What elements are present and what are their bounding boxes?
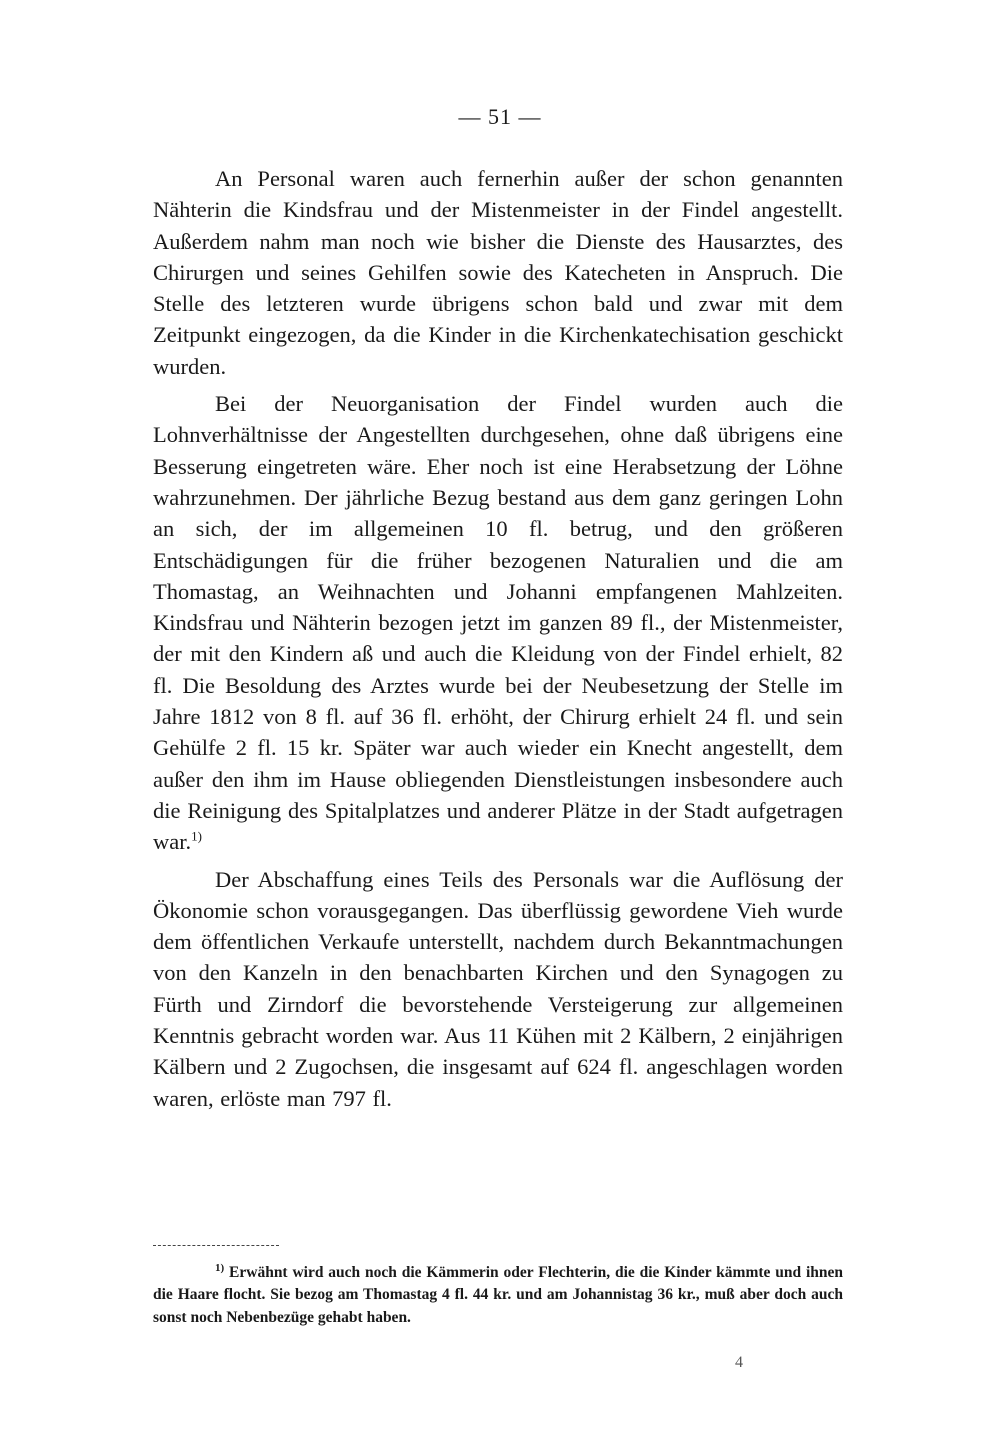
paragraph-personal: An Personal waren auch fernerhin außer der schon genannten Nähterin die Kindsfrau und der Mistenmeister in der Findel angestellt. Außerdem nahm man noch wie bisher die Dienste des Hausarztes, des Chirurgen und seines Gehilfen sowie des Katecheten in Anspruch. Die Stelle des letzteren wurde übrigens schon bald und zwar mit dem Zeitpunkt eingezogen, da die Kinder in die Kirchenkatechisation geschickt wurden. xyxy=(153,166,843,379)
body-text xyxy=(153,163,843,1114)
page-number: — 51 — xyxy=(458,104,542,129)
footnote-mark: 1) xyxy=(215,1261,225,1274)
footnote-reference[interactable]: 1) xyxy=(191,828,202,844)
footnote-divider xyxy=(153,1245,279,1246)
paragraph-wages xyxy=(153,388,843,857)
footnote-text: Erwähnt wird auch noch die Kämmerin oder Flechterin, die die Kinder kämmte und ihnen die Haare flocht. Sie bezog am Thomastag 4 fl. 44 kr. und am Johannistag 36 kr., muß aber doch auch sonst noch Nebenbezüge gehabt haben. xyxy=(153,1264,844,1326)
paragraph-wages-text: Bei der Neuorganisation der Findel wurden auch die Lohnverhältnisse der Angestellten durchgesehen, ohne daß übrigens eine Besserung eingetreten wäre. Eher noch ist eine Herabsetzung der Löhne wahrzunehmen. Der jährliche Bezug bestand aus dem ganz geringen Lohn an sich, der im allgemeinen 10 fl. betrug, und den größeren Entschädigungen für die früher bezogenen Naturalien und die am Thomastag, an Weihnachten und Johanni empfangenen Mahlzeiten. Kindsfrau und Nähterin bezogen jetzt im ganzen 89 fl., der Mistenmeister, der mit den Kindern aß und auch die Kleidung von der Findel erhielt, 82 fl. Die Besoldung des Arztes wurde bei der Neubesetzung der Stelle im Jahre 1812 von 8 fl. auf 36 fl. erhöht, der Chirurg erhielt 24 fl. und sein Gehülfe 2 fl. 15 kr. Später war auch wieder ein Knecht angestellt, dem außer den ihm im Hause obliegenden Dienstleistungen insbesondere auch die Reinigung des Spitalplatzes und anderer Plätze in der Stadt aufgetragen war. xyxy=(153,391,843,855)
footnote xyxy=(153,1262,843,1329)
paragraph-economy: Der Abschaffung eines Teils des Personals war die Auflösung der Ökonomie schon vorausgegangen. Das überflüssig gewordene Vieh wurde dem öffentlichen Verkaufe unterstellt, nachdem durch Bekanntmachungen von den Kanzeln in den benachbarten Kirchen und den Synagogen zu Fürth und Zirndorf die bevorstehende Versteigerung zur allgemeinen Kenntnis gebracht worden war. Aus 11 Kühen mit 2 Kälbern, 2 einjährigen Kälbern und 2 Zugochsen, die insgesamt auf 624 fl. angeschlagen worden waren, erlöste man 797 fl. xyxy=(153,866,843,1111)
signature-mark: 4 xyxy=(735,1354,743,1371)
